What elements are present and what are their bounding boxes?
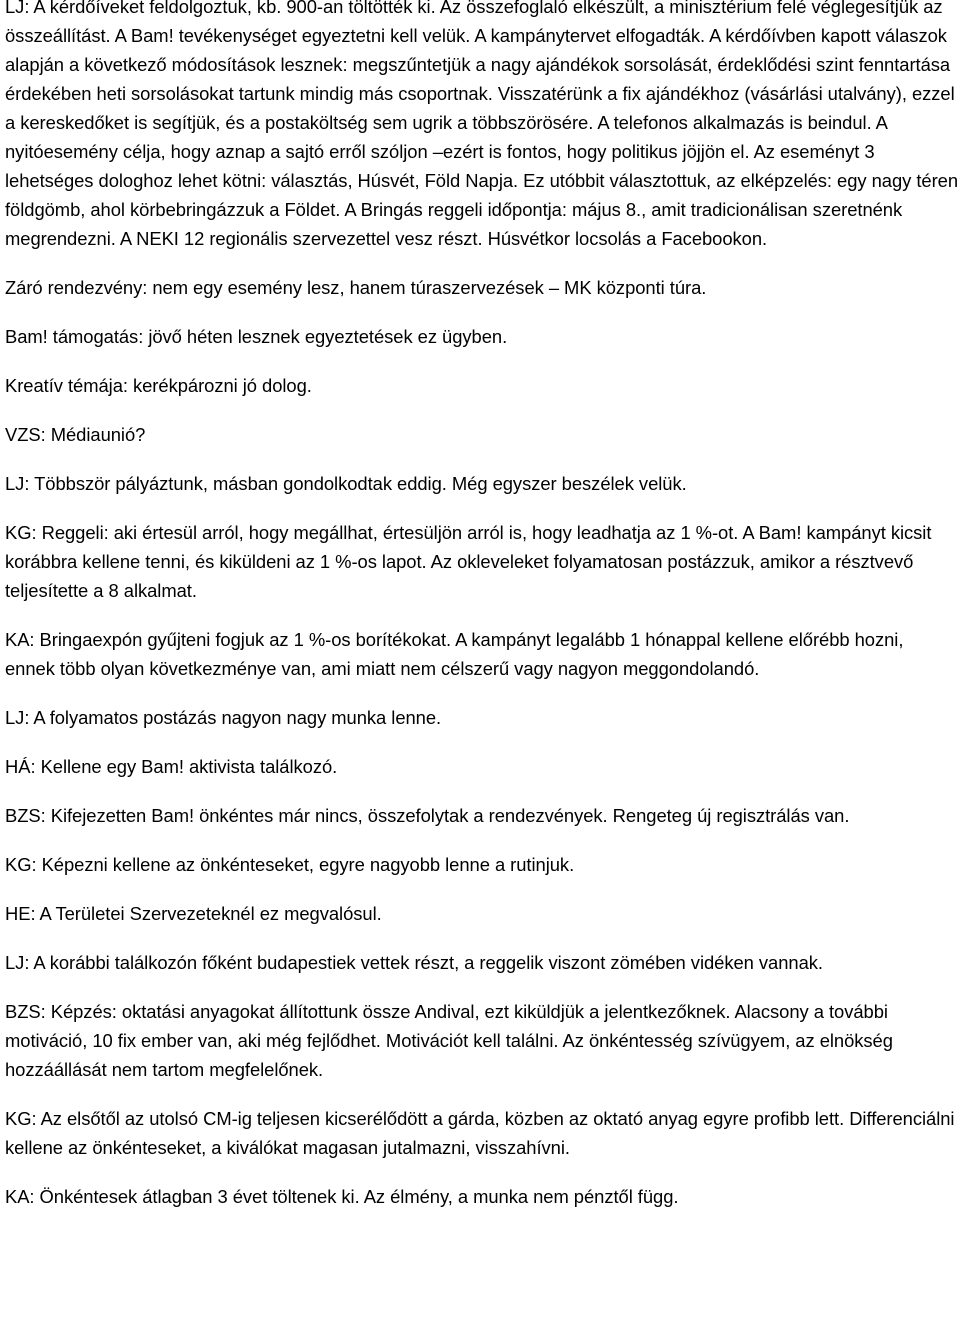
paragraph-lj-posting: LJ: A folyamatos postázás nagyon nagy munka lenne.	[5, 707, 442, 728]
paragraph-ka-volunteer-years: KA: Önkéntesek átlagban 3 évet töltenek ki. Az élmény, a munka nem pénztől függ.	[5, 1186, 679, 1207]
paragraph-lj-applications: LJ: Többször pályáztunk, másban gondolkodtak eddig. Még egyszer beszélek velük.	[5, 473, 687, 494]
paragraph-ha-activist-meeting: HÁ: Kellene egy Bam! aktivista találkozó.	[5, 756, 338, 777]
paragraph-bam-support: Bam! támogatás: jövő héten lesznek egyeztetések ez ügyben.	[5, 326, 508, 347]
paragraph-he-regional: HE: A Területei Szervezeteknél ez megvalósul.	[5, 903, 382, 924]
paragraph-kg-training: KG: Képezni kellene az önkénteseket, egyre nagyobb lenne a rutinjuk.	[5, 854, 575, 875]
paragraph-bzs-training-materials: BZS: Képzés: oktatási anyagokat állítottunk össze Andival, ezt kiküldjük a jelentkezőknek. Alacsony a további motiváció, 10 fix ember van, aki még fejlődhet. Motivációt kell találni. Az önkéntesség szívügyem, az elnökség hozzáállását nem tartom megfelelőnek.	[5, 1001, 893, 1080]
paragraph-ka-bringaexpo: KA: Bringaexpón gyűjteni fogjuk az 1 %-os borítékokat. A kampányt legalább 1 hónappal kellene előrébb hozni, ennek több olyan következménye van, ami miatt nem célszerű vagy nagyon meggondolandó.	[5, 629, 904, 679]
paragraph-vzs-media: VZS: Médiaunió?	[5, 424, 146, 445]
paragraph-creative-theme: Kreatív témája: kerékpározni jó dolog.	[5, 375, 312, 396]
document-body	[5, 0, 958, 1231]
paragraph-kg-differentiation: KG: Az elsőtől az utolsó CM-ig teljesen kicserélődött a gárda, közben az oktató anyag egyre profibb lett. Differenciálni kellene az önkénteseket, a kiválókat magasan jutalmazni, visszahívni.	[5, 1108, 955, 1158]
paragraph-lj-previous-meeting: LJ: A korábbi találkozón főként budapestiek vettek részt, a reggelik viszont zömében vidéken vannak.	[5, 952, 823, 973]
paragraph-lj-summary: LJ: A kérdőíveket feldolgoztuk, kb. 900-an töltötték ki. Az összefoglaló elkészült, a minisztérium felé véglegesítjük az összeállítást. A Bam! tevékenységet egyeztetni kell velük. A kampánytervet elfogadták. A kérdőívben kapott válaszok alapján a következő módosítások lesznek: megszűntetjük a nagy ajándékok sorsolását, érdeklődési szint fenntartása érdekében heti sorsolásokat tartunk mindig más csoportnak. Visszatérünk a fix ajándékhoz (vásárlási utalvány), ezzel a kereskedőket is segítjük, és a postaköltség sem ugrik a többszörösére. A telefonos alkalmazás is beindul. A nyitóesemény célja, hogy aznap a sajtó erről szóljon –ezért is fontos, hogy politikus jöjjön el. Az eseményt 3 lehetséges dologhoz lehet kötni: választás, Húsvét, Föld Napja. Ez utóbbit választottuk, az elképzelés: egy nagy téren földgömb, ahol körbebringázzuk a Földet. A Bringás reggeli időpontja: május 8., amit tradicionálisan szeretnénk megrendezni. A NEKI 12 regionális szervezettel vesz részt. Húsvétkor locsolás a Facebookon.	[5, 0, 959, 249]
paragraph-kg-breakfast: KG: Reggeli: aki értesül arról, hogy megállhat, értesüljön arról is, hogy leadhatja az 1 %-ot. A Bam! kampányt kicsit korábbra kellene tenni, és kiküldeni az 1 %-os lapot. Az okleveleket folyamatosan postázzuk, amikor a résztvevő teljesítette a 8 alkalmat.	[5, 522, 932, 601]
paragraph-closing-event: Záró rendezvény: nem egy esemény lesz, hanem túraszervezések – MK központi túra.	[5, 277, 707, 298]
paragraph-bzs-volunteers: BZS: Kifejezetten Bam! önkéntes már nincs, összefolytak a rendezvények. Rengeteg új regisztrálás van.	[5, 805, 850, 826]
